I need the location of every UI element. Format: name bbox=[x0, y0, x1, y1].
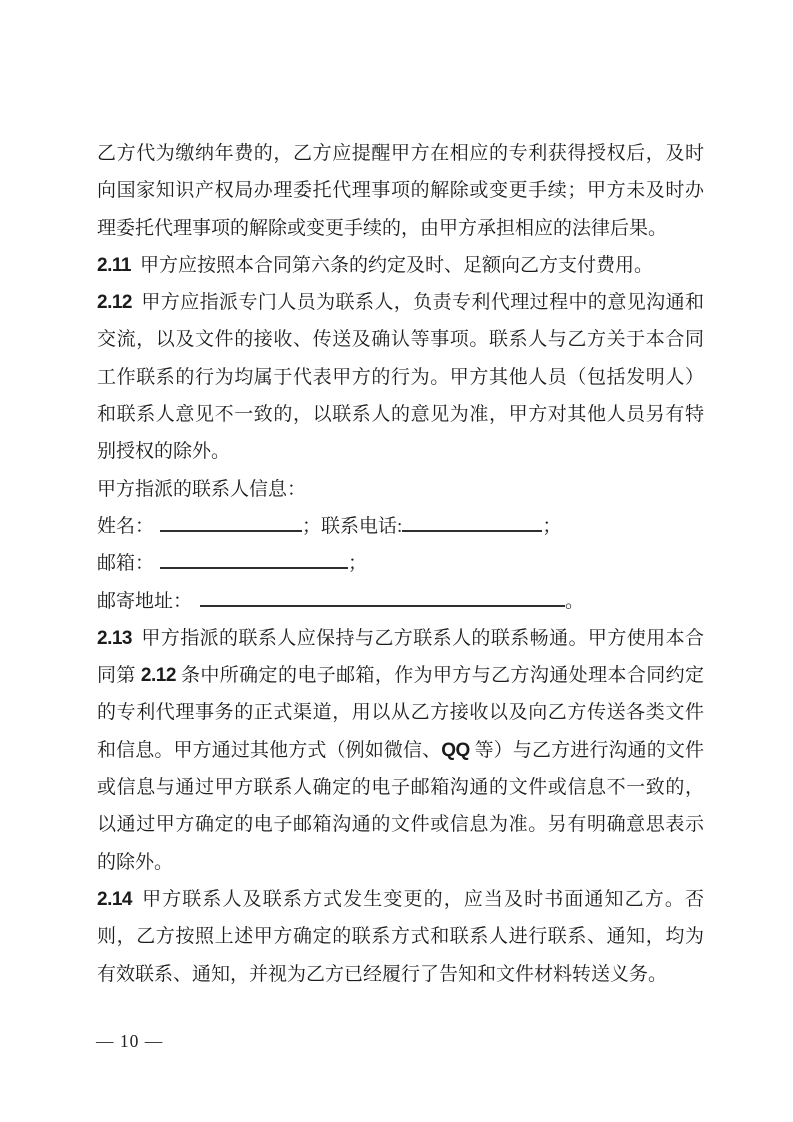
separator-text: 。 bbox=[565, 590, 585, 612]
clause-text: 条中所确定的电子邮箱，作为甲方与乙方沟通处理本合同约定的专利代理事务的正式渠道，用以从乙方接收以及向乙方传送各类文件和信息。甲方通过其他方式（例如微信、 bbox=[97, 665, 704, 761]
contact-info-heading bbox=[97, 471, 704, 508]
name-label: 姓名： bbox=[97, 515, 155, 537]
clause-number: 2.12 bbox=[97, 292, 132, 314]
contact-address-line bbox=[97, 583, 704, 620]
clause-text: 甲方应按照本合同第六条的约定及时、足额向乙方支付费用。 bbox=[139, 254, 653, 276]
clause-number: 2.13 bbox=[97, 627, 132, 649]
email-blank-field bbox=[160, 550, 348, 569]
paragraph-text: 乙方代为缴纳年费的，乙方应提醒甲方在相应的专利获得授权后，及时向国家知识产权局办理委托代理事项的解除或变更手续；甲方未及时办理委托代理事项的解除或变更手续的，由甲方承担相应的法律后果。 bbox=[97, 143, 704, 239]
page-number-text: — 10 — bbox=[96, 1031, 164, 1051]
contract-text-block bbox=[97, 135, 704, 993]
clause-number: 2.14 bbox=[97, 888, 132, 910]
contact-name-phone-line bbox=[97, 508, 704, 545]
clause-2-14 bbox=[97, 881, 704, 993]
phone-blank-field bbox=[402, 513, 542, 532]
contact-email-line bbox=[97, 545, 704, 582]
address-blank-field bbox=[200, 588, 565, 607]
address-label: 邮寄地址： bbox=[97, 590, 193, 612]
separator-text: ； bbox=[348, 553, 368, 575]
separator-text: ； bbox=[542, 515, 562, 537]
clause-2-11 bbox=[97, 247, 704, 284]
clause-text: 等）与乙方进行沟通的文件或信息与通过甲方联系人确定的电子邮箱沟通的文件或信息不一致的，以通过甲方确定的电子邮箱沟通的文件或信息为准。另有明确意思表示的除外。 bbox=[97, 739, 704, 873]
clause-text: 甲方应指派专门人员为联系人，负责专利代理过程中的意见沟通和交流，以及文件的接收、传送及确认等事项。联系人与乙方关于本合同工作联系的行为均属于代表甲方的行为。甲方其他人员（包括发明人）和联系人意见不一致的，以联系人的意见为准，甲方对其他人员另有特别授权的除外。 bbox=[97, 292, 704, 463]
page-number bbox=[96, 1029, 163, 1053]
clause-2-12 bbox=[97, 284, 704, 470]
clause-reference-number: 2.12 bbox=[140, 665, 176, 687]
qq-brand-text: QQ bbox=[441, 739, 470, 761]
phone-label: 联系电话: bbox=[321, 515, 403, 537]
clause-2-13 bbox=[97, 620, 704, 881]
clause-2-10-continuation bbox=[97, 135, 704, 247]
clause-number: 2.11 bbox=[97, 254, 131, 276]
email-label: 邮箱： bbox=[97, 553, 155, 575]
separator-text: ； bbox=[302, 515, 322, 537]
clause-text: 甲方指派的联系人应保持与乙方联系人的联系畅通。甲方使用本合同第 bbox=[97, 627, 704, 687]
clause-text: 甲方联系人及联系方式发生变更的，应当及时书面通知乙方。否则，乙方按照上述甲方确定的联系方式和联系人进行联系、通知，均为有效联系、通知，并视为乙方已经履行了告知和文件材料转送义务。 bbox=[97, 888, 704, 985]
name-blank-field bbox=[160, 513, 302, 532]
heading-text: 甲方指派的联系人信息： bbox=[97, 478, 307, 500]
